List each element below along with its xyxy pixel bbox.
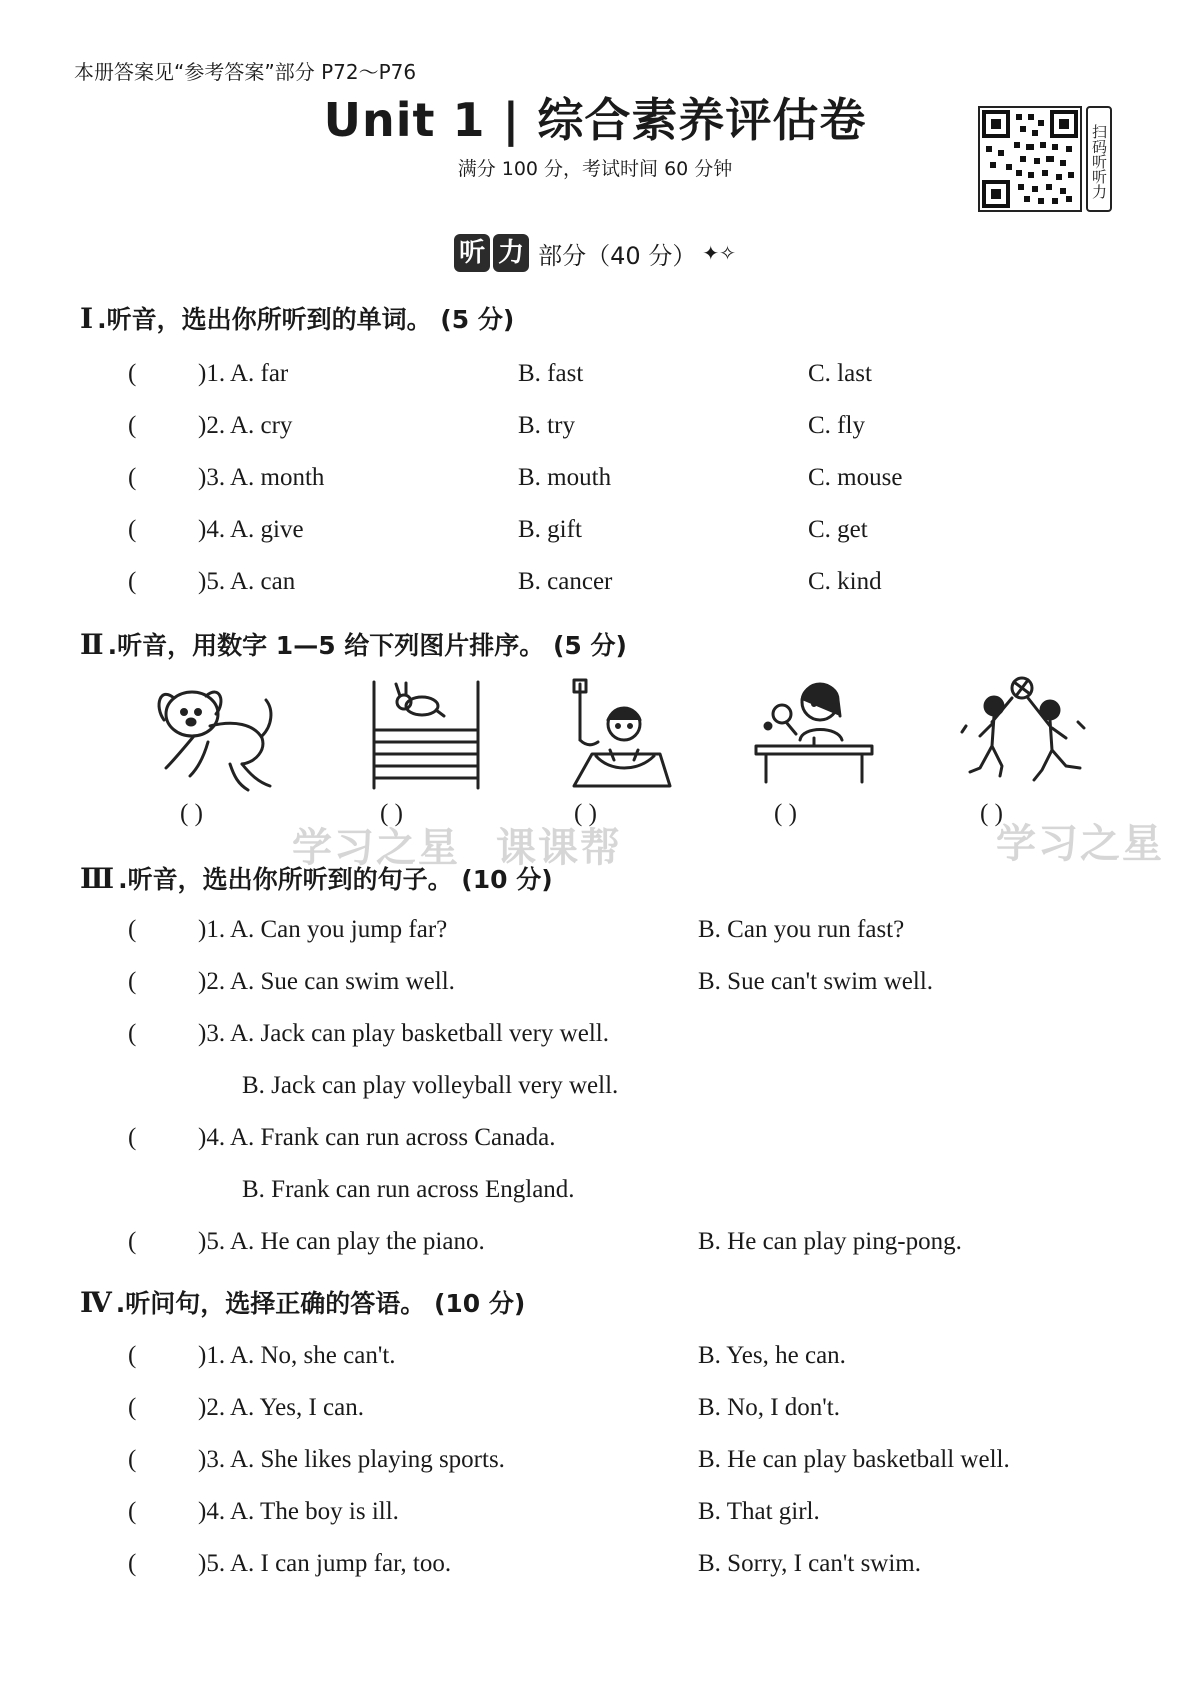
section-badge-1: 听	[454, 234, 490, 272]
option-b: B. That girl.	[698, 1498, 820, 1525]
qr-label: 扫码听听力	[1086, 106, 1112, 212]
option-a: )1. A. No, she can't.	[198, 1342, 396, 1369]
section-score: 部分（40 分）	[538, 241, 697, 270]
option-a: )1. A. far	[198, 360, 289, 387]
option-a: )2. A. Sue can swim well.	[198, 968, 455, 995]
answer-blank[interactable]: (	[128, 568, 137, 595]
page-title: Unit 1 | 综合素养评估卷	[323, 93, 867, 147]
answer-note: 本册答案见“参考答案”部分 P72～P76	[74, 60, 417, 84]
q4-roman: Ⅳ	[80, 1286, 112, 1319]
answer-blank[interactable]: (	[128, 968, 137, 995]
sick-girl-bed-icon	[566, 676, 676, 801]
option-a: )5. A. I can jump far, too.	[198, 1550, 452, 1577]
watermark-1: 学习之星	[292, 825, 460, 871]
option-a: )3. A. Jack can play basketball very well.	[198, 1020, 609, 1047]
option-a: )2. A. Yes, I can.	[198, 1394, 364, 1421]
option-a: )1. A. Can you jump far?	[198, 916, 448, 943]
picture-answer-blank[interactable]: ( )	[774, 800, 797, 827]
option-b: B. Can you run fast?	[698, 916, 905, 943]
option-a: )4. A. Frank can run across Canada.	[198, 1124, 556, 1151]
answer-blank[interactable]: (	[128, 1394, 137, 1421]
answer-blank[interactable]: (	[128, 464, 137, 491]
listening-section-header	[0, 234, 1190, 272]
answer-blank[interactable]: (	[128, 916, 137, 943]
option-b: B. Jack can play volleyball very well.	[242, 1072, 619, 1099]
section-badge-2: 力	[493, 234, 529, 272]
option-a: )4. A. The boy is ill.	[198, 1498, 399, 1525]
option-c: C. kind	[808, 568, 882, 595]
option-b: B. Sorry, I can't swim.	[698, 1550, 921, 1577]
option-a: )2. A. cry	[198, 412, 293, 439]
q2-pictures	[140, 676, 1100, 836]
answer-blank[interactable]: (	[128, 1020, 137, 1047]
option-b: B. He can play ping-pong.	[698, 1228, 962, 1255]
answer-blank[interactable]: (	[128, 412, 137, 439]
answer-blank[interactable]: (	[128, 1124, 137, 1151]
option-b: B. He can play basketball well.	[698, 1446, 1010, 1473]
q3-title	[80, 860, 553, 896]
option-a: )3. A. month	[198, 464, 325, 491]
option-b: B. Sue can't swim well.	[698, 968, 934, 995]
option-b: B. No, I don't.	[698, 1394, 841, 1421]
picture-answer-blank[interactable]: ( )	[380, 800, 403, 827]
option-a: )3. A. She likes playing sports.	[198, 1446, 505, 1473]
option-b: B. Frank can run across England.	[242, 1176, 575, 1203]
picture-answer-blank[interactable]: ( )	[180, 800, 203, 827]
option-c: C. fly	[808, 412, 865, 439]
qr-code-icon[interactable]	[978, 106, 1082, 212]
q4-title-text: .听问句，选择正确的答语。 (10 分)	[115, 1289, 526, 1318]
option-a: )4. A. give	[198, 516, 304, 543]
page-subtitle: 满分 100 分，考试时间 60 分钟	[457, 158, 733, 180]
answer-blank[interactable]: (	[128, 1550, 137, 1577]
q3-roman: Ⅲ	[80, 862, 115, 895]
option-b: B. mouth	[518, 464, 612, 491]
answer-blank[interactable]: (	[128, 1342, 137, 1369]
answer-blank[interactable]: (	[128, 1228, 137, 1255]
option-b: B. try	[518, 412, 575, 439]
boys-basketball-icon	[958, 676, 1088, 801]
dog-icon	[154, 676, 294, 801]
option-c: C. mouse	[808, 464, 903, 491]
watermark-3: 学习之星	[996, 821, 1164, 867]
option-b: B. cancer	[518, 568, 613, 595]
qr-code-block[interactable]	[978, 106, 1114, 214]
option-c: C. last	[808, 360, 872, 387]
q3-title-text: .听音，选出你所听到的句子。 (10 分)	[118, 865, 553, 894]
answer-blank[interactable]: (	[128, 360, 137, 387]
picture-answer-blank[interactable]: ( )	[980, 800, 1003, 827]
q1-title-text: .听音，选出你所听到的单词。 (5 分)	[97, 305, 515, 334]
q2-title-text: .听音，用数字 1—5 给下列图片排序。 (5 分)	[107, 631, 627, 660]
rabbit-fence-icon	[366, 676, 486, 801]
girl-ping-pong-icon	[754, 676, 874, 801]
picture-answer-blank[interactable]: ( )	[574, 800, 597, 827]
option-b: B. Yes, he can.	[698, 1342, 846, 1369]
watermark-2: 课课帮	[496, 825, 622, 871]
option-b: B. gift	[518, 516, 582, 543]
q1-roman: Ⅰ	[80, 302, 94, 335]
sparkle-icon: ✦✧	[702, 241, 736, 265]
answer-blank[interactable]: (	[128, 1446, 137, 1473]
q4-title	[80, 1284, 525, 1320]
option-c: C. get	[808, 516, 868, 543]
option-b: B. fast	[518, 360, 584, 387]
option-a: )5. A. He can play the piano.	[198, 1228, 485, 1255]
option-a: )5. A. can	[198, 568, 296, 595]
answer-blank[interactable]: (	[128, 516, 137, 543]
q2-title	[80, 626, 627, 662]
answer-blank[interactable]: (	[128, 1498, 137, 1525]
q1-title	[80, 300, 514, 336]
q2-roman: Ⅱ	[80, 628, 104, 661]
